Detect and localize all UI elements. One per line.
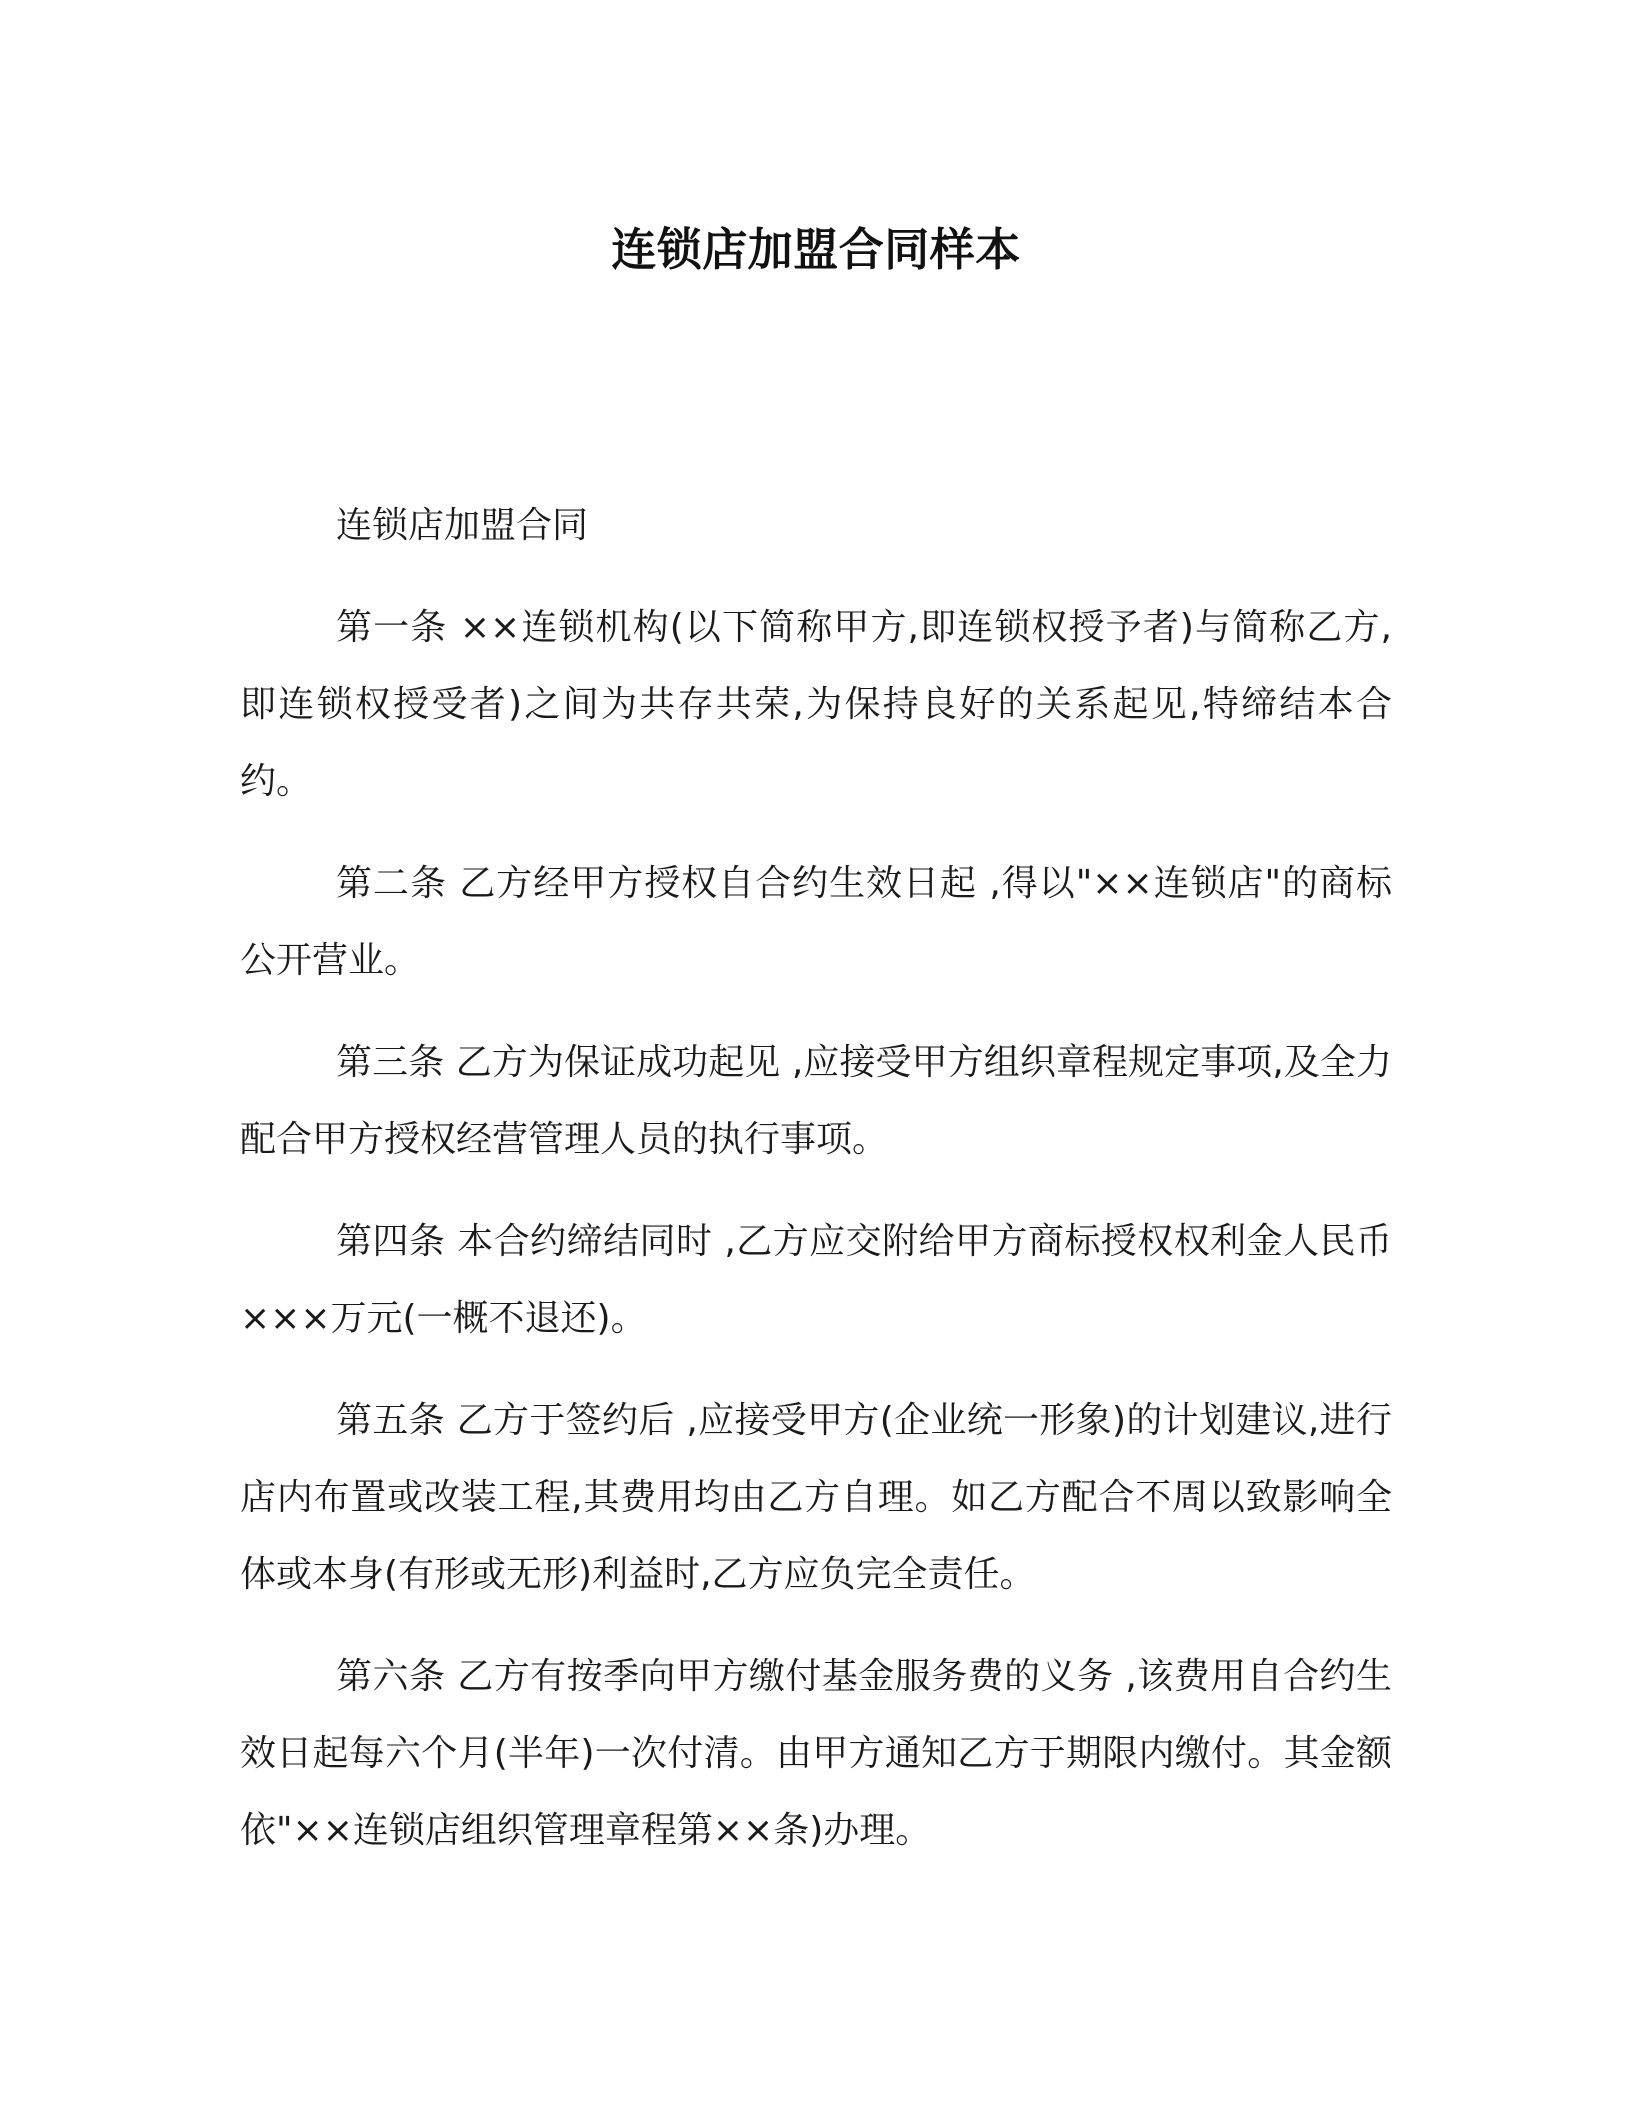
- document-body: [240, 487, 1392, 1894]
- article-2: 第二条 乙方经甲方授权自合约生效日起 ,得以"××连锁店"的商标公开营业。: [240, 863, 1392, 981]
- article-1: 第一条 ××连锁机构(以下简称甲方,即连锁权授予者)与简称乙方,即连锁权授受者)之间为共存共荣,为保持良好的关系起见,特缔结本合约。: [240, 607, 1392, 802]
- article-4: 第四条 本合约缔结同时 ,乙方应交附给甲方商标授权权利金人民币×××万元(一概不退还)。: [240, 1221, 1392, 1339]
- contract-heading: 连锁店加盟合同: [336, 505, 589, 546]
- document-title: 连锁店加盟合同样本: [611, 223, 1021, 276]
- article-5: 第五条 乙方于签约后 ,应接受甲方(企业统一形象)的计划建议,进行店内布置或改装工程,其费用均由乙方自理。如乙方配合不周以致影响全体或本身(有形或无形)利益时,乙方应负完全责任。: [240, 1400, 1392, 1595]
- article-3: 第三条 乙方为保证成功起见 ,应接受甲方组织章程规定事项,及全力配合甲方授权经营管理人员的执行事项。: [240, 1042, 1392, 1160]
- article-6: 第六条 乙方有按季向甲方缴付基金服务费的义务 ,该费用自合约生效日起每六个月(半年)一次付清。由甲方通知乙方于期限内缴付。其金额依"××连锁店组织管理章程第××条)办理。: [240, 1656, 1392, 1851]
